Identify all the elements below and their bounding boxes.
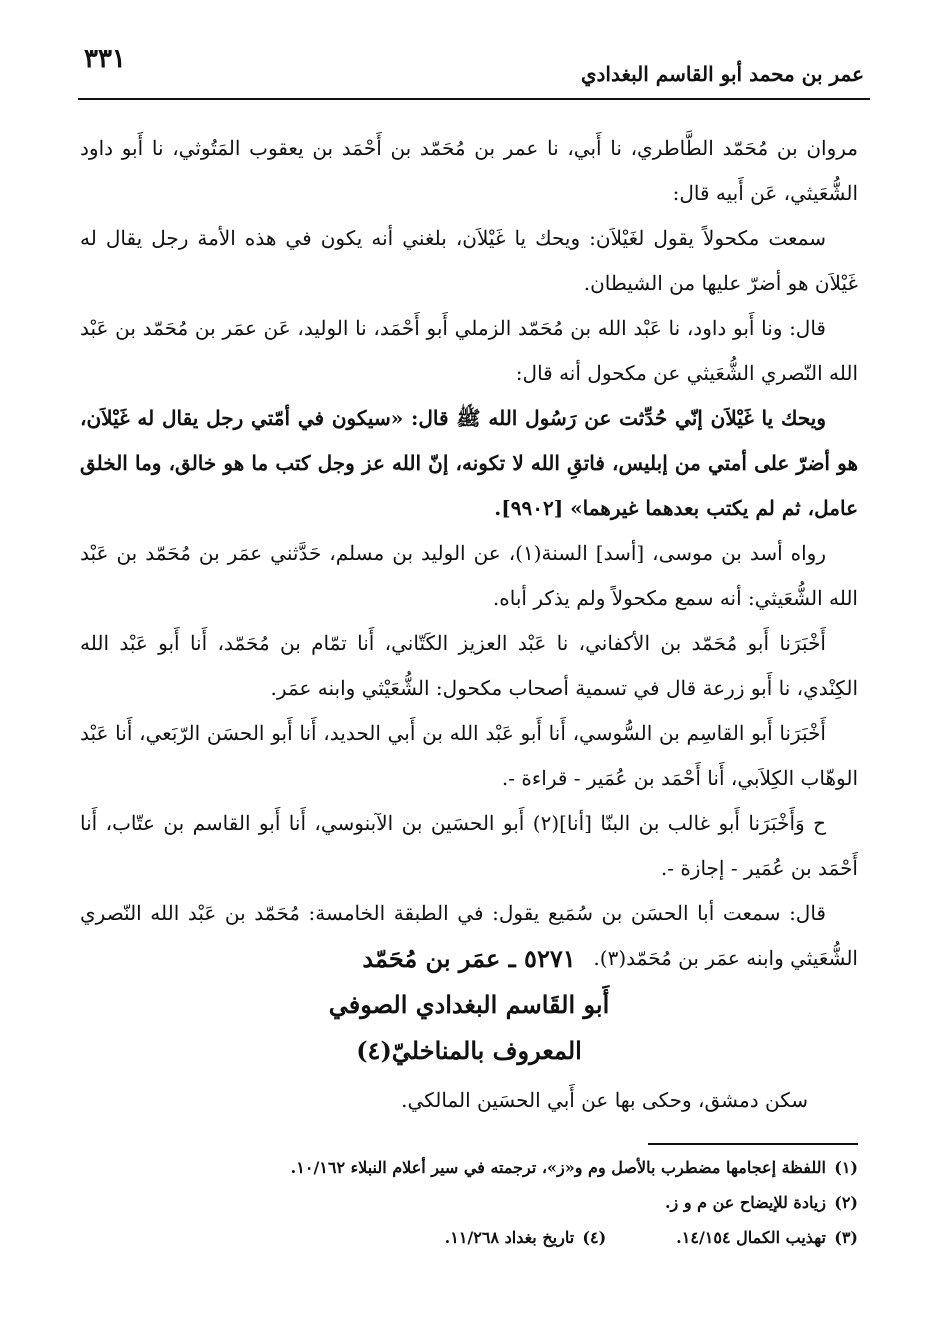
- entry-laqab: المعروف بالمناخليّ(٤): [356, 1036, 582, 1065]
- paragraph-isnad-2: قال: ونا أَبو داود، نا عَبْد الله بن مُحَمّد الزملي أَبو أَحْمَد، نا الوليد، عَن عمَر بن مُحَمّد بن عَبْد الله النّصري الشُّعَيثي عن مكحول أنه قال:: [80, 316, 858, 385]
- footnote-number: (٤): [582, 1228, 607, 1247]
- paragraph-tabaqa: قال: سمعت أبا الحسَن بن سُمَيع يقول: في الطبقة الخامسة: مُحَمّد بن عَبْد الله النّصري الشُّعَيثي وابنه عمَر بن مُحَمّد(٣).: [80, 901, 858, 970]
- footnote-text: اللفظة إعجامها مضطرب بالأصل وم و«ز»، ترجمته في سير أعلام النبلاء ١٠/١٦٢.: [290, 1158, 826, 1177]
- footnote-spacer: [606, 1220, 676, 1255]
- footnote-1: [80, 1150, 858, 1185]
- footnote-number: (٢): [834, 1193, 858, 1212]
- paragraph-isnad-1: مروان بن مُحَمّد الطَّاطري، نا أَبي، نا عمر بن مُحَمّد بن أَحْمَد بن يعقوب المَتُوثي، نا أَبو داود الشُّعَيثي، عَن أَبيه قال:: [80, 136, 858, 205]
- footnote-text: زيادة للإيضاح عن م و ز.: [664, 1193, 826, 1212]
- footnotes: [80, 1150, 858, 1255]
- footnote-number: (٣): [834, 1228, 858, 1247]
- entry-heading: [0, 936, 938, 1074]
- paragraph-akhbarana-2: أَخْبَرَنا أَبو القاسِم بن السُّوسي، أَنا أَبو عَبْد الله بن أَبي الحديد، أَنا أَبو الحسَن الرّبَعي، أَنا عَبْد الوهّاب الكِلاَبي، أَنا أَحْمَد بن عُمَير - قراءة -.: [80, 721, 858, 790]
- paragraph-akhbarana-1: أَخْبَرَنا أَبو مُحَمّد بن الأكفاني، نا عَبْد العزيز الكَتّاني، أَنا تمّام بن مُحَمّد، أَنا أَبو عَبْد الله الكِنْدي، نا أَبو زرعة قال في تسمية أصحاب مكحول: الشُّعَيْثي وابنه عمَر.: [80, 631, 858, 700]
- running-header: عمر بن محمد أبو القاسم البغدادي: [580, 62, 864, 86]
- entry-number-name: ٥٢٧١ ـ عمَر بن مُحَمّد: [362, 944, 576, 973]
- footnote-number: (١): [834, 1158, 858, 1177]
- paragraph-narration: رواه أسد بن موسى، [أسد] السنة(١)، عن الوليد بن مسلم، حَدَّثني عمَر بن مُحَمّد بن عَبْد الله الشُّعَيثي: أنه سمع مكحولاً ولم يذكر أباه.: [80, 541, 858, 610]
- footnote-2: [80, 1185, 858, 1220]
- paragraph-akhbarana-3: ح وَأَخْبَرَنا أَبو غالب بن البنّا [أنا](٢) أَبو الحسَين بن الآبنوسي، أَنا أَبو القاسم بن عتّاب، أَنا أَحْمَد بن عُمَير - إجازة -.: [80, 811, 858, 880]
- main-text: [80, 126, 858, 981]
- entry-kunya: أَبو القَاسم البغدادي الصوفي: [328, 990, 610, 1019]
- paragraph-hadith: ويحك يا غَيْلاَن إنّي حُدِّثت عن رَسُول الله ﷺ قال: «سيكون في أمّتي رجل يقال له غَيْلاَن، هو أضرّ على أمتي من إبليس، فاتقِ الله لا تكونه، إنّ الله عز وجل كتب ما هو خالق، وما الخلق عامل، ثم لم يكتب بعدهما غيرهما» [٩٩٠٢].: [80, 406, 858, 520]
- page-number: ٣٣١: [84, 44, 126, 74]
- footnote-rule: [648, 1143, 858, 1145]
- entry-body: سكن دمشق، وحكى بها عن أَبي الحسَين المالكي.: [401, 1088, 808, 1112]
- header-rule: [78, 98, 870, 100]
- paragraph-makhul-saying: سمعت مكحولاً يقول لغَيْلاَن: ويحك يا غَيْلاَن، بلغني أنه يكون في هذه الأمة رجل يقال له غَيْلاَن هو أضرّ عليها من الشيطان.: [80, 226, 858, 295]
- footnote-3-4: [80, 1220, 858, 1255]
- footnote-text: تهذيب الكمال ١٤/١٥٤.: [676, 1228, 826, 1247]
- footnote-text: تاريخ بغداد ١١/٢٦٨.: [444, 1228, 575, 1247]
